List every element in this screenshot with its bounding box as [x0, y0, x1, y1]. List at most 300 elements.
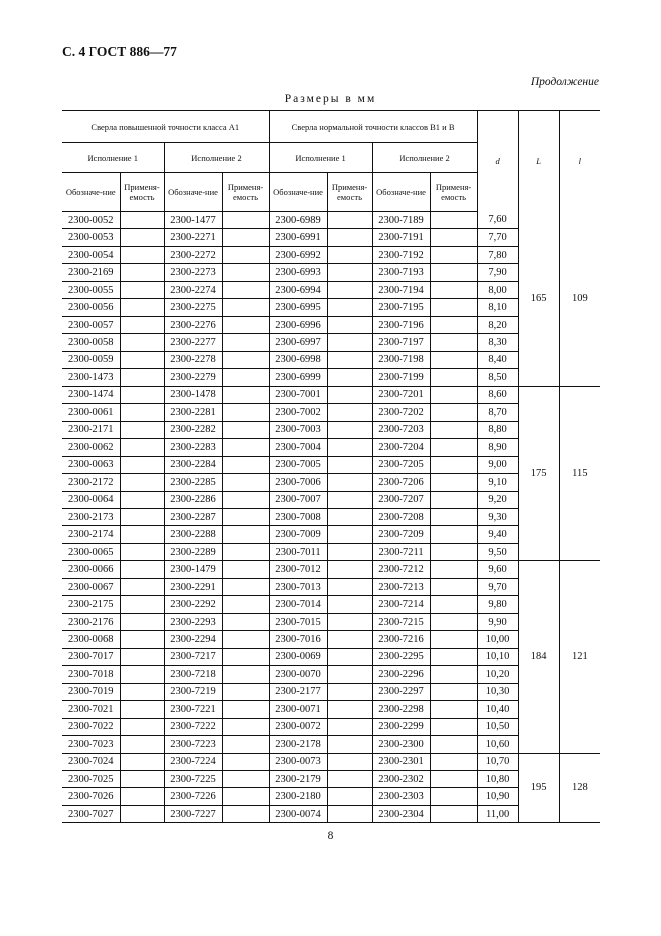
- a1-exec1-applicability: [120, 788, 164, 805]
- a1-exec1-applicability: [120, 439, 164, 456]
- diameter-d: 9,80: [477, 596, 518, 613]
- b-exec2-designation: 2300-7192: [372, 246, 430, 263]
- a1-exec2-applicability: [222, 578, 269, 595]
- a1-exec2-applicability: [222, 299, 269, 316]
- a1-exec2-applicability: [222, 596, 269, 613]
- b-exec1-designation: 2300-2179: [269, 771, 327, 788]
- b-exec1-applicability: [327, 316, 372, 333]
- b-exec2-applicability: [430, 281, 477, 298]
- a1-exec1-designation: 2300-0066: [62, 561, 120, 578]
- table-row: [62, 386, 600, 403]
- a1-exec1-designation: 2300-7019: [62, 683, 120, 700]
- a1-exec1-designation: 2300-7025: [62, 771, 120, 788]
- b-exec1-designation: 2300-7009: [269, 526, 327, 543]
- length-L: 184: [518, 561, 559, 753]
- b-exec2-applicability: [430, 701, 477, 718]
- a1-exec1-designation: 2300-7017: [62, 648, 120, 665]
- b-exec2-designation: 2300-7189: [372, 212, 430, 229]
- a1-exec1-designation: 2300-0054: [62, 246, 120, 263]
- drill-designation-table: [62, 110, 600, 823]
- b-exec1-applicability: [327, 631, 372, 648]
- b-exec2-designation: 2300-2300: [372, 736, 430, 753]
- a1-exec1-applicability: [120, 281, 164, 298]
- a1-exec2-designation: 2300-7226: [164, 788, 222, 805]
- a1-exec2-applicability: [222, 421, 269, 438]
- b-exec2-applicability: [430, 683, 477, 700]
- a1-exec1-designation: 2300-1473: [62, 369, 120, 386]
- a1-exec2-applicability: [222, 456, 269, 473]
- b-exec2-applicability: [430, 753, 477, 770]
- b-exec2-designation: 2300-7196: [372, 316, 430, 333]
- sizes-caption: Размеры в мм: [284, 93, 377, 105]
- b-exec2-applicability: [430, 508, 477, 525]
- a1-exec2-applicability: [222, 369, 269, 386]
- diameter-d: 8,60: [477, 386, 518, 403]
- a1-exec1-designation: 2300-2169: [62, 264, 120, 281]
- b-exec1-applicability: [327, 229, 372, 246]
- b-exec1-applicability: [327, 281, 372, 298]
- a1-exec2-designation: 2300-2274: [164, 281, 222, 298]
- a1-exec1-applicability: [120, 474, 164, 491]
- a1-exec1-designation: 2300-0053: [62, 229, 120, 246]
- b-exec2-applicability: [430, 474, 477, 491]
- a1-exec1-designation: 2300-0058: [62, 334, 120, 351]
- b-exec2-designation: 2300-7208: [372, 508, 430, 525]
- b-exec2-applicability: [430, 771, 477, 788]
- b-exec2-applicability: [430, 316, 477, 333]
- b-exec2-designation: 2300-7202: [372, 404, 430, 421]
- a1-exec1-applicability: [120, 736, 164, 753]
- b-exec1-applicability: [327, 526, 372, 543]
- a1-exec1-applicability: [120, 386, 164, 403]
- a1-exec2-applicability: [222, 805, 269, 822]
- designation-header: Обозначе-ние: [372, 173, 430, 212]
- table-row: [62, 212, 600, 229]
- b-exec1-designation: 2300-0071: [269, 701, 327, 718]
- a1-exec2-designation: 2300-7224: [164, 753, 222, 770]
- b-exec1-designation: 2300-7001: [269, 386, 327, 403]
- a1-exec2-applicability: [222, 561, 269, 578]
- a1-exec1-designation: 2300-0063: [62, 456, 120, 473]
- b-exec1-designation: 2300-6996: [269, 316, 327, 333]
- a1-exec1-designation: 2300-0052: [62, 212, 120, 229]
- b-exec2-designation: 2300-2304: [372, 805, 430, 822]
- a1-exec1-designation: 2300-7022: [62, 718, 120, 735]
- b-exec2-applicability: [430, 369, 477, 386]
- a1-exec1-designation: 2300-2172: [62, 474, 120, 491]
- b-exec2-applicability: [430, 334, 477, 351]
- a1-exec1-designation: 2300-7018: [62, 666, 120, 683]
- b-exec1-applicability: [327, 351, 372, 368]
- diameter-d: 10,20: [477, 666, 518, 683]
- b-exec1-applicability: [327, 753, 372, 770]
- a1-exec2-designation: 2300-7223: [164, 736, 222, 753]
- b-exec1-applicability: [327, 788, 372, 805]
- continuation-label: Продолжение: [530, 76, 599, 88]
- b-exec2-designation: 2300-7203: [372, 421, 430, 438]
- table-row: [62, 753, 600, 770]
- a1-exec2-designation: 2300-7221: [164, 701, 222, 718]
- b-exec2-designation: 2300-7214: [372, 596, 430, 613]
- b-exec2-applicability: [430, 212, 477, 229]
- b-exec1-designation: 2300-0073: [269, 753, 327, 770]
- b-exec2-designation: 2300-2303: [372, 788, 430, 805]
- designation-header: Обозначе-ние: [62, 173, 120, 212]
- b-exec1-designation: 2300-7006: [269, 474, 327, 491]
- a1-exec2-designation: 2300-2282: [164, 421, 222, 438]
- a1-exec2-designation: 2300-7225: [164, 771, 222, 788]
- exec2-b-header: Исполнение 2: [372, 143, 477, 173]
- b-exec1-applicability: [327, 246, 372, 263]
- a1-exec1-designation: 2300-0061: [62, 404, 120, 421]
- group-a1-header: Сверла повышенной точности класса А1: [62, 111, 269, 143]
- exec1-a1-header: Исполнение 1: [62, 143, 164, 173]
- a1-exec2-applicability: [222, 613, 269, 630]
- a1-exec1-designation: 2300-0065: [62, 543, 120, 560]
- b-exec2-designation: 2300-2295: [372, 648, 430, 665]
- b-exec2-applicability: [430, 648, 477, 665]
- b-exec2-designation: 2300-7205: [372, 456, 430, 473]
- b-exec2-designation: 2300-7206: [372, 474, 430, 491]
- a1-exec2-designation: 2300-2287: [164, 508, 222, 525]
- b-exec1-designation: 2300-6992: [269, 246, 327, 263]
- b-exec2-designation: 2300-7213: [372, 578, 430, 595]
- applicability-header: Применя-емость: [430, 173, 477, 212]
- diameter-d: 10,80: [477, 771, 518, 788]
- a1-exec2-applicability: [222, 666, 269, 683]
- b-exec1-applicability: [327, 491, 372, 508]
- a1-exec1-designation: 2300-7026: [62, 788, 120, 805]
- b-exec1-designation: 2300-7005: [269, 456, 327, 473]
- b-exec1-designation: 2300-7004: [269, 439, 327, 456]
- diameter-d: 7,60: [477, 212, 518, 229]
- b-exec1-applicability: [327, 718, 372, 735]
- a1-exec1-applicability: [120, 561, 164, 578]
- designation-header: Обозначе-ние: [164, 173, 222, 212]
- b-exec1-applicability: [327, 439, 372, 456]
- a1-exec2-applicability: [222, 264, 269, 281]
- b-exec2-applicability: [430, 805, 477, 822]
- a1-exec2-designation: 2300-2291: [164, 578, 222, 595]
- b-exec2-designation: 2300-2296: [372, 666, 430, 683]
- b-exec2-applicability: [430, 491, 477, 508]
- a1-exec2-applicability: [222, 351, 269, 368]
- b-exec1-applicability: [327, 212, 372, 229]
- b-exec1-designation: 2300-6999: [269, 369, 327, 386]
- a1-exec2-designation: 2300-2289: [164, 543, 222, 560]
- b-exec2-designation: 2300-7195: [372, 299, 430, 316]
- length-l: 109: [559, 212, 600, 387]
- b-exec2-applicability: [430, 439, 477, 456]
- a1-exec1-applicability: [120, 351, 164, 368]
- diameter-d: 7,70: [477, 229, 518, 246]
- b-exec2-applicability: [430, 264, 477, 281]
- a1-exec1-applicability: [120, 718, 164, 735]
- length-l: 115: [559, 386, 600, 561]
- diameter-d: 8,90: [477, 439, 518, 456]
- b-exec2-designation: 2300-7207: [372, 491, 430, 508]
- b-exec1-applicability: [327, 386, 372, 403]
- a1-exec2-applicability: [222, 648, 269, 665]
- a1-exec1-designation: 2300-2171: [62, 421, 120, 438]
- a1-exec1-applicability: [120, 212, 164, 229]
- b-exec2-applicability: [430, 351, 477, 368]
- b-exec2-applicability: [430, 299, 477, 316]
- a1-exec2-designation: 2300-2294: [164, 631, 222, 648]
- b-exec2-designation: 2300-7209: [372, 526, 430, 543]
- a1-exec2-designation: 2300-7217: [164, 648, 222, 665]
- a1-exec1-applicability: [120, 701, 164, 718]
- b-exec1-designation: 2300-7014: [269, 596, 327, 613]
- b-exec2-applicability: [430, 246, 477, 263]
- a1-exec1-applicability: [120, 421, 164, 438]
- exec1-b-header: Исполнение 1: [269, 143, 372, 173]
- b-exec2-applicability: [430, 788, 477, 805]
- b-exec1-designation: 2300-6997: [269, 334, 327, 351]
- a1-exec1-applicability: [120, 771, 164, 788]
- applicability-header: Применя-емость: [327, 173, 372, 212]
- diameter-d: 9,90: [477, 613, 518, 630]
- a1-exec2-designation: 2300-2284: [164, 456, 222, 473]
- a1-exec2-applicability: [222, 246, 269, 263]
- a1-exec2-designation: 2300-2288: [164, 526, 222, 543]
- a1-exec2-designation: 2300-2271: [164, 229, 222, 246]
- diameter-d: 8,70: [477, 404, 518, 421]
- a1-exec1-designation: 2300-0059: [62, 351, 120, 368]
- a1-exec1-applicability: [120, 631, 164, 648]
- a1-exec2-applicability: [222, 386, 269, 403]
- b-exec1-applicability: [327, 456, 372, 473]
- b-exec2-designation: 2300-2297: [372, 683, 430, 700]
- a1-exec2-applicability: [222, 474, 269, 491]
- a1-exec2-applicability: [222, 771, 269, 788]
- a1-exec2-designation: 2300-2276: [164, 316, 222, 333]
- diameter-d: 7,80: [477, 246, 518, 263]
- a1-exec2-designation: 2300-2293: [164, 613, 222, 630]
- diameter-d: 9,50: [477, 543, 518, 560]
- a1-exec1-applicability: [120, 683, 164, 700]
- b-exec1-designation: 2300-2180: [269, 788, 327, 805]
- a1-exec2-designation: 2300-2273: [164, 264, 222, 281]
- b-exec2-designation: 2300-2302: [372, 771, 430, 788]
- b-exec1-designation: 2300-6989: [269, 212, 327, 229]
- b-exec1-applicability: [327, 264, 372, 281]
- b-exec2-designation: 2300-7191: [372, 229, 430, 246]
- diameter-d: 10,10: [477, 648, 518, 665]
- b-exec1-applicability: [327, 613, 372, 630]
- a1-exec2-applicability: [222, 404, 269, 421]
- page-number: 8: [327, 830, 334, 842]
- a1-exec2-applicability: [222, 439, 269, 456]
- a1-exec1-applicability: [120, 229, 164, 246]
- b-exec2-designation: 2300-2299: [372, 718, 430, 735]
- b-exec1-designation: 2300-7003: [269, 421, 327, 438]
- b-exec1-applicability: [327, 701, 372, 718]
- b-exec1-applicability: [327, 421, 372, 438]
- a1-exec2-applicability: [222, 229, 269, 246]
- a1-exec2-applicability: [222, 212, 269, 229]
- a1-exec1-applicability: [120, 753, 164, 770]
- a1-exec2-designation: 2300-2281: [164, 404, 222, 421]
- a1-exec1-designation: 2300-0067: [62, 578, 120, 595]
- a1-exec2-applicability: [222, 334, 269, 351]
- a1-exec1-applicability: [120, 299, 164, 316]
- b-exec1-designation: 2300-0070: [269, 666, 327, 683]
- b-exec2-applicability: [430, 229, 477, 246]
- a1-exec2-designation: 2300-1477: [164, 212, 222, 229]
- b-exec1-designation: 2300-7011: [269, 543, 327, 560]
- diameter-d: 11,00: [477, 805, 518, 822]
- b-exec1-applicability: [327, 805, 372, 822]
- a1-exec2-applicability: [222, 281, 269, 298]
- b-exec1-designation: 2300-7007: [269, 491, 327, 508]
- b-exec2-applicability: [430, 404, 477, 421]
- a1-exec2-designation: 2300-2283: [164, 439, 222, 456]
- a1-exec1-applicability: [120, 264, 164, 281]
- a1-exec2-applicability: [222, 526, 269, 543]
- b-exec1-applicability: [327, 474, 372, 491]
- a1-exec2-designation: 2300-2286: [164, 491, 222, 508]
- diameter-d: 9,10: [477, 474, 518, 491]
- b-exec2-applicability: [430, 456, 477, 473]
- exec2-a1-header: Исполнение 2: [164, 143, 269, 173]
- b-exec1-designation: 2300-2177: [269, 683, 327, 700]
- b-exec1-designation: 2300-6994: [269, 281, 327, 298]
- a1-exec2-designation: 2300-2279: [164, 369, 222, 386]
- diameter-d: 10,40: [477, 701, 518, 718]
- b-exec1-designation: 2300-6993: [269, 264, 327, 281]
- b-exec1-designation: 2300-0074: [269, 805, 327, 822]
- diameter-d: 8,30: [477, 334, 518, 351]
- a1-exec1-applicability: [120, 543, 164, 560]
- a1-exec2-applicability: [222, 316, 269, 333]
- b-exec2-applicability: [430, 561, 477, 578]
- b-exec2-designation: 2300-2301: [372, 753, 430, 770]
- a1-exec1-designation: 2300-0057: [62, 316, 120, 333]
- b-exec2-designation: 2300-7211: [372, 543, 430, 560]
- a1-exec1-applicability: [120, 334, 164, 351]
- b-exec2-designation: 2300-7215: [372, 613, 430, 630]
- diameter-d: 10,30: [477, 683, 518, 700]
- length-L: 175: [518, 386, 559, 561]
- b-exec2-designation: 2300-7194: [372, 281, 430, 298]
- diameter-d: 8,40: [477, 351, 518, 368]
- b-exec2-applicability: [430, 421, 477, 438]
- a1-exec2-designation: 2300-7222: [164, 718, 222, 735]
- a1-exec1-applicability: [120, 666, 164, 683]
- b-exec1-applicability: [327, 648, 372, 665]
- b-exec1-designation: 2300-6995: [269, 299, 327, 316]
- b-exec2-designation: 2300-7216: [372, 631, 430, 648]
- a1-exec2-designation: 2300-2277: [164, 334, 222, 351]
- a1-exec1-designation: 2300-7027: [62, 805, 120, 822]
- a1-exec1-applicability: [120, 316, 164, 333]
- b-exec1-applicability: [327, 561, 372, 578]
- diameter-d: 9,60: [477, 561, 518, 578]
- a1-exec1-applicability: [120, 508, 164, 525]
- b-exec1-designation: 2300-0072: [269, 718, 327, 735]
- b-exec2-designation: 2300-7199: [372, 369, 430, 386]
- b-exec1-applicability: [327, 578, 372, 595]
- length-l: 121: [559, 561, 600, 753]
- a1-exec2-applicability: [222, 508, 269, 525]
- a1-exec2-applicability: [222, 753, 269, 770]
- designation-header: Обозначе-ние: [269, 173, 327, 212]
- length-L: 195: [518, 753, 559, 823]
- b-exec1-designation: 2300-2178: [269, 736, 327, 753]
- diameter-d: 10,50: [477, 718, 518, 735]
- b-exec1-applicability: [327, 299, 372, 316]
- applicability-header: Применя-емость: [120, 173, 164, 212]
- b-exec2-applicability: [430, 386, 477, 403]
- a1-exec2-designation: 2300-2292: [164, 596, 222, 613]
- b-exec1-applicability: [327, 334, 372, 351]
- a1-exec1-applicability: [120, 526, 164, 543]
- a1-exec1-designation: 2300-2175: [62, 596, 120, 613]
- a1-exec1-applicability: [120, 491, 164, 508]
- length-L: 165: [518, 212, 559, 387]
- a1-exec1-applicability: [120, 648, 164, 665]
- diameter-d: 9,20: [477, 491, 518, 508]
- b-exec1-designation: 2300-7012: [269, 561, 327, 578]
- diameter-d: 10,60: [477, 736, 518, 753]
- b-exec1-applicability: [327, 736, 372, 753]
- b-exec1-designation: 2300-7015: [269, 613, 327, 630]
- a1-exec2-designation: 2300-7218: [164, 666, 222, 683]
- b-exec1-designation: 2300-6991: [269, 229, 327, 246]
- a1-exec1-designation: 2300-0064: [62, 491, 120, 508]
- diameter-d: 9,40: [477, 526, 518, 543]
- b-exec2-designation: 2300-7212: [372, 561, 430, 578]
- a1-exec2-applicability: [222, 701, 269, 718]
- b-exec2-applicability: [430, 666, 477, 683]
- b-exec2-applicability: [430, 718, 477, 735]
- col-d-header: d: [477, 111, 518, 212]
- a1-exec1-designation: 2300-7021: [62, 701, 120, 718]
- diameter-d: 8,20: [477, 316, 518, 333]
- b-exec1-applicability: [327, 683, 372, 700]
- b-exec2-designation: 2300-7204: [372, 439, 430, 456]
- a1-exec1-applicability: [120, 404, 164, 421]
- b-exec1-applicability: [327, 508, 372, 525]
- a1-exec2-designation: 2300-2278: [164, 351, 222, 368]
- b-exec2-designation: 2300-7197: [372, 334, 430, 351]
- diameter-d: 8,50: [477, 369, 518, 386]
- a1-exec2-designation: 2300-2275: [164, 299, 222, 316]
- col-l-header: l: [559, 111, 600, 212]
- a1-exec2-applicability: [222, 736, 269, 753]
- a1-exec1-designation: 2300-0068: [62, 631, 120, 648]
- diameter-d: 8,10: [477, 299, 518, 316]
- a1-exec1-applicability: [120, 596, 164, 613]
- b-exec2-applicability: [430, 631, 477, 648]
- b-exec1-applicability: [327, 666, 372, 683]
- a1-exec2-applicability: [222, 631, 269, 648]
- a1-exec1-designation: 2300-7024: [62, 753, 120, 770]
- diameter-d: 10,70: [477, 753, 518, 770]
- a1-exec1-applicability: [120, 805, 164, 822]
- a1-exec2-designation: 2300-2272: [164, 246, 222, 263]
- b-exec2-designation: 2300-7201: [372, 386, 430, 403]
- a1-exec2-applicability: [222, 683, 269, 700]
- table-body: [62, 212, 600, 823]
- a1-exec2-designation: 2300-7227: [164, 805, 222, 822]
- applicability-header: Применя-емость: [222, 173, 269, 212]
- b-exec1-applicability: [327, 596, 372, 613]
- a1-exec2-designation: 2300-1478: [164, 386, 222, 403]
- col-L-header: L: [518, 111, 559, 212]
- diameter-d: 10,90: [477, 788, 518, 805]
